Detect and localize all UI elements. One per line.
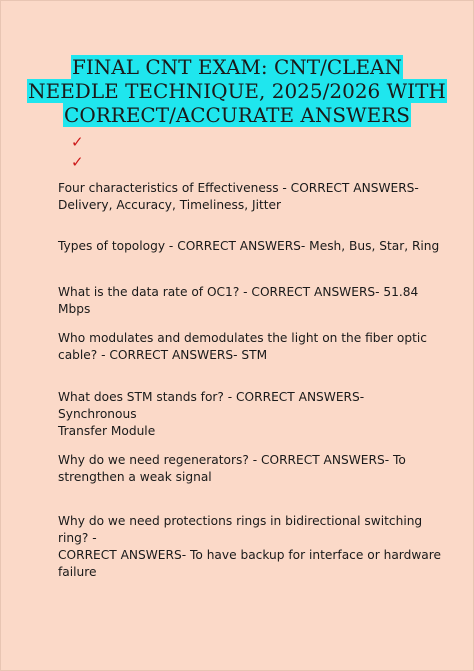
qa-item-topology bbox=[58, 238, 444, 255]
qa-item-stm bbox=[58, 389, 444, 440]
qa-item-regenerators bbox=[58, 452, 444, 486]
qa-line: cable? - CORRECT ANSWERS- STM bbox=[58, 348, 268, 362]
qa-line: What is the data rate of OC1? - CORRECT ANSWERS- 51.84 Mbps bbox=[58, 285, 419, 316]
document-title bbox=[0, 55, 474, 127]
qa-line: CORRECT ANSWERS- To have backup for interface or hardware bbox=[58, 548, 441, 562]
qa-line: Types of topology - CORRECT ANSWERS- Mesh, Bus, Star, Ring bbox=[58, 239, 440, 253]
qa-line: What does STM stands for? - CORRECT ANSWERS- Synchronous bbox=[58, 390, 365, 421]
checkmark-icon: ✓ bbox=[71, 153, 84, 171]
qa-line: failure bbox=[58, 565, 97, 579]
qa-line: Four characteristics of Effectiveness - CORRECT ANSWERS- bbox=[58, 181, 419, 195]
qa-item-protection-rings bbox=[58, 513, 444, 581]
qa-line: strengthen a weak signal bbox=[58, 470, 212, 484]
qa-item-effectiveness bbox=[58, 180, 444, 214]
checkmark-list bbox=[71, 132, 84, 172]
qa-line: Why do we need regenerators? - CORRECT ANSWERS- To bbox=[58, 453, 406, 467]
title-line: NEEDLE TECHNIQUE, 2025/2026 WITH bbox=[28, 79, 446, 103]
qa-item-oc1-rate bbox=[58, 284, 444, 318]
qa-line: Why do we need protections rings in bidirectional switching ring? - bbox=[58, 514, 423, 545]
qa-line: Transfer Module bbox=[58, 424, 156, 438]
title-line: CORRECT/ACCURATE ANSWERS bbox=[64, 103, 410, 127]
qa-item-modulation bbox=[58, 330, 444, 364]
qa-line: Delivery, Accuracy, Timeliness, Jitter bbox=[58, 198, 282, 212]
title-line: FINAL CNT EXAM: CNT/CLEAN bbox=[71, 55, 402, 79]
checkmark-icon: ✓ bbox=[71, 133, 84, 151]
qa-line: Who modulates and demodulates the light on the fiber optic bbox=[58, 331, 427, 345]
